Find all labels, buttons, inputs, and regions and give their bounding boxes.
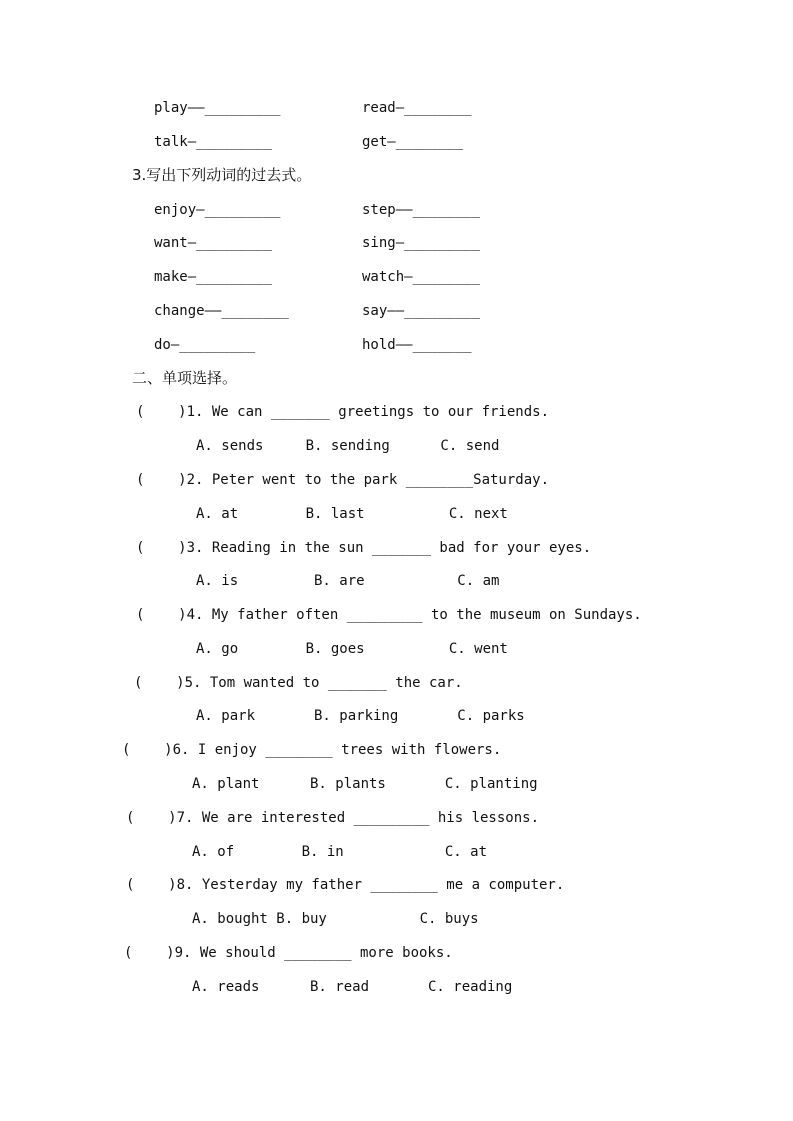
section-3-heading: 3.写出下列动词的过去式。 — [132, 166, 312, 184]
word-item: want—_________ — [154, 235, 273, 251]
question-2: ( )2. Peter went to the park ________Saturday. — [136, 472, 550, 488]
question-7: ( )7. We are interested _________ his lessons. — [126, 810, 540, 826]
word-item: talk—_________ — [154, 134, 273, 150]
word-item: step——________ — [362, 202, 481, 218]
word-item: read—________ — [362, 100, 472, 116]
question-3-options: A. is B. are C. am — [196, 573, 500, 589]
question-7-options: A. of B. in C. at — [192, 844, 488, 860]
word-item: enjoy—_________ — [154, 202, 281, 218]
question-6: ( )6. I enjoy ________ trees with flowers. — [122, 742, 502, 758]
question-6-options: A. plant B. plants C. planting — [192, 776, 538, 792]
word-item: watch—________ — [362, 269, 481, 285]
question-9: ( )9. We should ________ more books. — [124, 945, 453, 961]
word-item: do—_________ — [154, 337, 256, 353]
word-item: sing—_________ — [362, 235, 481, 251]
word-item: change——________ — [154, 303, 289, 319]
question-8: ( )8. Yesterday my father ________ me a computer. — [126, 877, 565, 893]
question-2-options: A. at B. last C. next — [196, 506, 508, 522]
question-9-options: A. reads B. read C. reading — [192, 979, 513, 995]
question-1: ( )1. We can _______ greetings to our friends. — [136, 404, 550, 420]
word-item: hold——_______ — [362, 337, 472, 353]
word-item: say——_________ — [362, 303, 481, 319]
question-5-options: A. park B. parking C. parks — [196, 708, 525, 724]
question-8-options: A. bought B. buy C. buys — [192, 911, 479, 927]
word-item: play——_________ — [154, 100, 281, 116]
question-4-options: A. go B. goes C. went — [196, 641, 508, 657]
question-5: ( )5. Tom wanted to _______ the car. — [134, 675, 463, 691]
word-item: make—_________ — [154, 269, 273, 285]
question-4: ( )4. My father often _________ to the museum on Sundays. — [136, 607, 642, 623]
word-item: get—________ — [362, 134, 464, 150]
question-1-options: A. sends B. sending C. send — [196, 438, 500, 454]
part-2-heading: 二、单项选择。 — [132, 369, 238, 387]
question-3: ( )3. Reading in the sun _______ bad for your eyes. — [136, 540, 592, 556]
